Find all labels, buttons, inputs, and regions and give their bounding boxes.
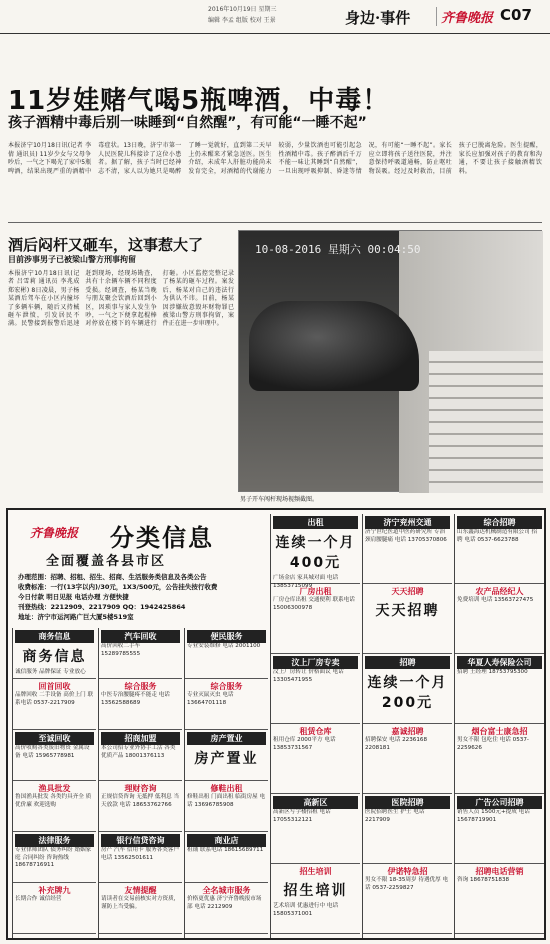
issue-date: 2016年10月19日 星期三 (208, 6, 277, 13)
ad-title: 渔具批发 (38, 784, 71, 793)
news-photo (238, 230, 542, 492)
classified-ad (185, 781, 268, 832)
page-header (0, 0, 550, 34)
classified-ad (185, 883, 268, 934)
ad-text: 医院招聘医生 护士 电话 2217909 (365, 809, 425, 823)
main-subheadline: 孩子酒精中毒后别一味睡到“自然醒”，有可能“一睡不起” (8, 115, 367, 131)
ad-text: 艺术培训 优惠进行中 电话 15805371001 (273, 903, 339, 917)
photo-car (249, 301, 419, 391)
classified-ad (13, 628, 96, 679)
ad-title: 法律服务 (15, 834, 94, 847)
ad-title: 厂房出租 (299, 587, 332, 596)
classified-column (454, 514, 544, 938)
ad-text: 正规信贷咨询 无抵押 低利息 当天放款 电话 18653762766 (101, 794, 180, 808)
classified-ad (455, 794, 544, 864)
info-line: 收费标准：一行(13字以内)/30元，1X3/500元，公告挂失按行收费 (18, 583, 218, 591)
ad-title: 便民服务 (187, 630, 266, 643)
ad-text: 高价收购各类废旧物资 金属设备 电话 15965778981 (15, 745, 90, 759)
classified-ad (363, 584, 452, 654)
classified-ad (363, 794, 452, 864)
ad-title: 医院招聘 (365, 796, 450, 809)
ad-text: 咨询 18678751838 (457, 877, 510, 883)
ad-title: 招聘 (365, 656, 450, 669)
ad-headline: 招生培训 (283, 883, 348, 899)
ad-headline: 商务信息 (22, 649, 87, 665)
classified-title: 分类信息 (110, 523, 214, 552)
ad-text: 汶上厂房转让 价格面议 电话 13305471955 (273, 669, 344, 683)
ad-text: 招聘保安 电话 2236168 2208181 (365, 737, 428, 751)
classified-ad (13, 832, 96, 883)
ad-text: 招聘 王经理 18753795300 (457, 669, 528, 675)
ad-title: 烟台富士康急招 (471, 727, 528, 736)
ad-title: 至诚回收 (15, 732, 94, 745)
classified-ad (185, 679, 268, 730)
classified-ad (455, 724, 544, 794)
ad-title: 高新区 (273, 796, 358, 809)
ad-text: 品牌回收 二手设备 高价上门 联系电话 0537-2217909 (15, 692, 94, 706)
ad-text: 请读者在交易前核实对方资质，谨防上当受骗。 (101, 896, 180, 910)
ad-title: 天天招聘 (391, 587, 424, 596)
classified-ad (13, 679, 96, 730)
classified-column (98, 628, 182, 938)
info-line: 刊登热线：2212909、2217909 QQ：1942425864 (18, 603, 186, 611)
ad-title: 嘉诚招聘 (391, 727, 424, 736)
classified-logo: 齐鲁晚报 (30, 526, 79, 540)
page-number: C07 (500, 6, 532, 24)
classified-column (270, 514, 360, 938)
classified-ad (99, 781, 182, 832)
classified-ad (363, 654, 452, 724)
ad-text: 长期合作 诚信经营 (15, 896, 62, 902)
second-headline: 酒后闷杆又砸车，这事惹大了 (8, 236, 204, 254)
classified-column (12, 628, 96, 938)
classified-ad (185, 730, 268, 781)
classified-ad (13, 883, 96, 934)
ad-title: 回首回收 (38, 682, 71, 691)
ad-headline: 天天招聘 (375, 603, 440, 619)
ad-title: 农产品经纪人 (475, 587, 524, 596)
classified-ad (271, 654, 360, 724)
ad-title: 租赁仓库 (299, 727, 332, 736)
classified-subtitle: 全面覆盖各县市区 (46, 554, 167, 569)
ad-title: 伊诺特急招 (387, 867, 428, 876)
second-story-body: 本报济宁10月18日讯(记者 吕雪莉 通讯员 李兆成 郑宏彬) 8日凌晨，男子杨某酒后驾车在小区内撞坏了多辆车辆，随后又持械砸车泄愤，引发居民不满。民警接到报警后迅速赶到现场，经现场勘查，共有十余辆车辆不同程度受损。经调查，杨某当晚与朋友聚会饮酒后回到小区，因琐事与家人发生争吵，一气之下便拿起棍棒对停放在楼下的车辆进行打砸。小区监控完整记录了杨某的砸车过程。案发后，杨某对自己的违法行为供认不讳。目前，杨某因涉嫌故意毁坏财物罪已被梁山警方刑事拘留，案件正在进一步审理中。 (8, 270, 234, 328)
main-headline: 11岁娃赌气喝5瓶啤酒，中毒！ (8, 86, 390, 116)
ad-text: 高价回收二手车 15289785555 (101, 643, 141, 657)
classified-column (184, 628, 268, 938)
ad-text: 广场金店 家具城对面 电话 13853715099 (273, 575, 339, 589)
main-story-body: 本报济宁10月18日讯(记者 李倩 通讯员) 11岁少女与父母争吵后，一气之下喝光了家中5瓶啤酒，结果出现严重的酒精中毒症状。13日晚，济宁市第一人民医院儿科接诊了这位小患者。据了解，孩子当时已经神志不清，家人以为她只是喝醉了睡一觉就好，直到第二天早上仍未醒来才紧急送医。医生介绍，未成年人肝脏功能尚未发育完全，对酒精的代谢能力较弱，少量饮酒也可能引起急性酒精中毒。孩子醉酒后千万不能一味让其睡到“自然醒”，一旦出现呼吸抑制、昏迷等情况，有可能“一睡不起”。家长应立即将孩子送往医院，并注意保持呼吸道通畅，防止呕吐物误吸。经过及时救治，目前孩子已脱离危险。医生提醒，家长应加强对孩子的教育和沟通，不要让孩子接触酒精饮料。 (8, 142, 542, 175)
ad-text: 中医专治腰腿疼不能走 电话 13562588689 (101, 692, 170, 706)
classified-ad (99, 679, 182, 730)
ad-text: 免费培训 电话 13563727475 (457, 597, 534, 603)
ad-title: 综合服务 (124, 682, 157, 691)
info-line: 今日付款 明日见报 电话办理 方便快捷 (18, 593, 129, 601)
ad-text: 修鞋出租 门面出租 临街房屋 电话 13696785908 (187, 794, 266, 808)
section-divider (8, 222, 542, 223)
classified-ad (271, 724, 360, 794)
classified-ad (99, 832, 182, 883)
ad-title: 招商加盟 (101, 732, 180, 745)
newspaper-logo: 齐鲁晚报 (436, 7, 493, 26)
ad-text: 销售人员 1500元+提成 电话 15678719901 (457, 809, 530, 823)
classified-ad (185, 628, 268, 679)
classified-ad (99, 730, 182, 781)
ad-title: 汶上厂房专卖 (273, 656, 358, 669)
ad-text: 本公司招专业外协手工活 各类优质产品 18001376113 (101, 745, 176, 759)
classified-ad (363, 864, 452, 934)
ad-title: 广告公司招聘 (457, 796, 542, 809)
classified-column (362, 514, 452, 938)
ad-headline: 连续一个月 200元 (367, 675, 448, 711)
ad-text: 男女不限 包吃住 电话 0537-2259626 (457, 737, 529, 751)
ad-title: 汽车回收 (101, 630, 180, 643)
ad-text: 济宁世纪医道中医药研究所 专治颈肩腰腿痛 电话 13705370806 (365, 529, 447, 543)
classified-ad (99, 883, 182, 934)
ad-text: 男女不限 18-35周岁 待遇优厚 电话 0537-2259827 (365, 877, 449, 891)
info-line: 办理范围：招聘、招租、招生、招商、生活服务类信息及各类公告 (18, 573, 207, 581)
ad-title: 商务信息 (15, 630, 94, 643)
ad-title: 招聘电话营销 (475, 867, 524, 876)
ad-title: 友情提醒 (124, 886, 157, 895)
ad-text: 鲁国渔具批发 各类钓具齐全 质优价廉 欢迎选购 (15, 794, 92, 808)
ad-title: 全名城市服务 (202, 886, 251, 895)
ad-text: 高新区写字楼招租 电话 17055312121 (273, 809, 331, 823)
photo-caption: 男子开车闯杆现场视频截图。 (240, 496, 319, 503)
ad-text: 厂房仓库出租 交通便利 联系电话 15006300978 (273, 597, 355, 611)
classified-ads (6, 508, 546, 940)
ad-text: 诚信服务 品牌保证 专业放心 (15, 669, 86, 675)
classified-ad (363, 724, 452, 794)
ad-title: 补充牌九 (38, 886, 71, 895)
ad-title: 综合服务 (210, 682, 243, 691)
ad-text: 山东鑫海达机械制造有限公司 招聘 电话 0537-6623788 (457, 529, 538, 543)
photo-timestamp: 10-08-2016 星期六 00:04:50 (255, 243, 421, 256)
classified-ad (13, 730, 96, 781)
editor-credits: 编辑 李孟 组版 校对 王景 (208, 17, 276, 24)
photo-stairs (429, 351, 543, 493)
classified-ad (13, 781, 96, 832)
classified-ad (185, 832, 268, 883)
classified-ad (271, 514, 360, 589)
ad-title: 济宁兖州交通 (365, 516, 450, 529)
ad-text: 房产 汽车 信用卡 服务各类客户 电话 13562501611 (101, 847, 180, 861)
ad-text: 专业灭鼠灭虫 电话 13664701118 (187, 692, 234, 706)
ad-text: 专业律师团队 债务纠纷 婚姻家庭 合同纠纷 咨询热线 18678716911 (15, 847, 92, 869)
info-line: 地址：济宁市运河路广巨大厦5楼519室 (18, 613, 134, 621)
ad-headline: 连续一个月 400元 (275, 535, 356, 571)
ad-title: 商业店 (187, 834, 266, 847)
ad-title: 华夏人寿保险公司 (457, 656, 542, 669)
classified-ad (455, 864, 544, 934)
ad-title: 综合招聘 (457, 516, 542, 529)
section-title: 身边·事件 (345, 9, 411, 27)
ad-headline: 房产置业 (194, 751, 259, 767)
classified-info (18, 572, 266, 622)
ad-title: 修鞋出租 (210, 784, 243, 793)
ad-text: 租铺 联系电话 18615689711 (187, 847, 264, 853)
ad-text: 专业安装维修 电话 2001100 (187, 643, 261, 649)
ad-title: 出租 (273, 516, 358, 529)
classified-ad (455, 514, 544, 584)
second-subheadline: 目前涉事男子已被梁山警方刑事拘留 (8, 255, 136, 264)
classified-ad (99, 628, 182, 679)
ad-title: 房产置业 (187, 732, 266, 745)
ad-text: 租用仓库 2000平方 电话 13853731567 (273, 737, 336, 751)
classified-ad (455, 654, 544, 724)
classified-ad (455, 584, 544, 654)
ad-title: 银行信贷咨询 (101, 834, 180, 847)
ad-title: 招生培训 (299, 867, 332, 876)
classified-ad (271, 794, 360, 864)
ad-title: 理财咨询 (124, 784, 157, 793)
classified-ad (363, 514, 452, 584)
ad-text: 价格更优惠 济宁齐鲁晚报市场部 电话 2212909 (187, 896, 262, 910)
classified-ad (271, 584, 360, 654)
classified-ad (271, 864, 360, 934)
